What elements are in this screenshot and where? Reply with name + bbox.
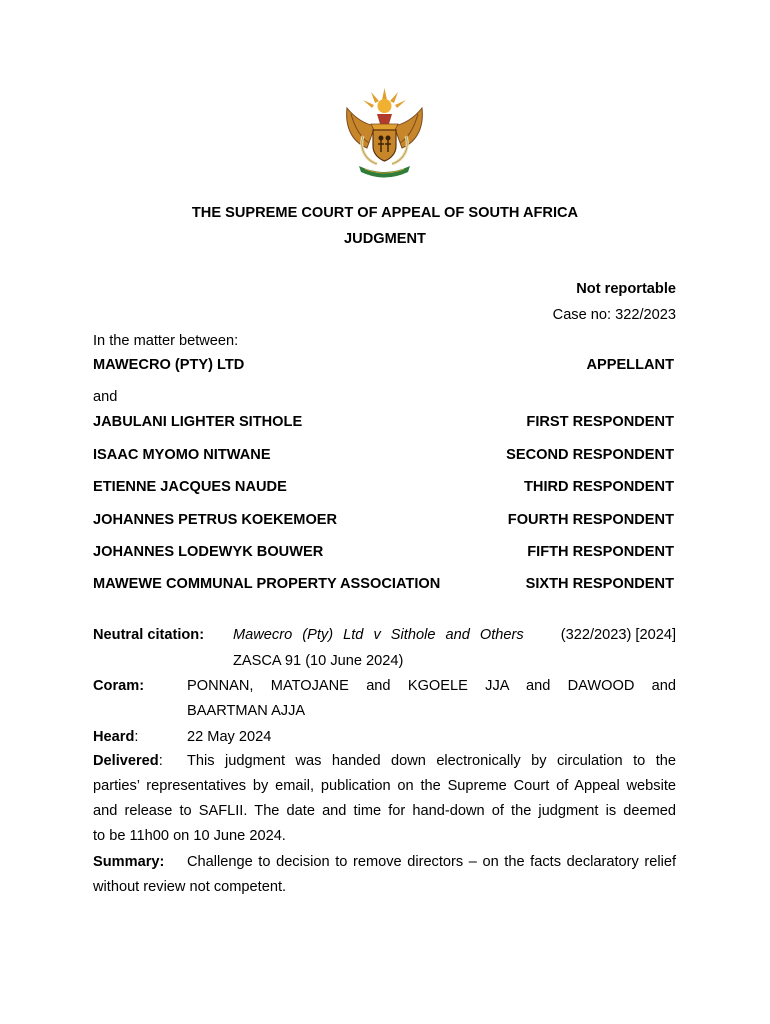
respondent-name: JOHANNES PETRUS KOEKEMOER (93, 512, 338, 528)
respondent-name: MAWEWE COMMUNAL PROPERTY ASSOCIATION (93, 576, 441, 592)
respondent-name: ISAAC MYOMO NITWANE (93, 447, 271, 463)
respondent-role: THIRD RESPONDENT (524, 479, 674, 495)
delivered-text-1: This judgment was handed down electronically by circulation to the (187, 753, 676, 769)
respondent-name: JABULANI LIGHTER SITHOLE (93, 414, 303, 430)
neutral-citation-label: Neutral citation: (93, 627, 205, 643)
neutral-citation-line1 (233, 627, 676, 643)
respondent-role: SECOND RESPONDENT (506, 447, 674, 463)
respondent-name: JOHANNES LODEWYK BOUWER (93, 544, 324, 560)
motto-ribbon (359, 166, 410, 178)
respondent-role: FOURTH RESPONDENT (507, 512, 674, 528)
delivered-text-2: parties’ representatives by email, publication on the Supreme Court of Appeal website (93, 778, 676, 794)
document-type: JUDGMENT (344, 231, 426, 247)
coat-of-arms-logo (341, 86, 428, 178)
respondent-name: ETIENNE JACQUES NAUDE (93, 479, 287, 495)
matter-intro: In the matter between: (93, 333, 239, 349)
respondent-role: FIFTH RESPONDENT (527, 544, 674, 560)
appellant-role: APPELLANT (586, 357, 674, 373)
summary-label: Summary: (93, 854, 165, 870)
summary-text-2: without review not competent. (93, 879, 287, 895)
heard-label-text: Heard (93, 729, 135, 745)
summary-text-1: Challenge to decision to remove directors – on the facts declaratory relief (187, 854, 676, 870)
case-name: Mawecro (Pty) Ltd v Sithole and Others (233, 627, 524, 643)
respondent-role: FIRST RESPONDENT (526, 414, 674, 430)
case-number: Case no: 322/2023 (552, 307, 676, 323)
and-text: and (93, 389, 118, 405)
delivered-colon: : (158, 753, 163, 769)
delivered-line1 (93, 753, 676, 769)
citation-ref: (322/2023) [2024] (560, 627, 676, 643)
court-title: THE SUPREME COURT OF APPEAL OF SOUTH AFRICA (191, 205, 579, 221)
shield (373, 130, 396, 161)
neutral-citation-line2: ZASCA 91 (10 June 2024) (233, 653, 404, 669)
appellant-name: MAWECRO (PTY) LTD (93, 357, 245, 373)
delivered-text-3: and release to SAFLII. The date and time for hand-down of the judgment is deemed (93, 803, 676, 819)
heard-date: 22 May 2024 (187, 729, 272, 745)
coram-line2: BAARTMAN AJJA (187, 703, 306, 719)
delivered-label (93, 753, 163, 769)
heard-colon: : (134, 729, 139, 745)
respondent-role: SIXTH RESPONDENT (525, 576, 674, 592)
reportable-status: Not reportable (576, 281, 676, 297)
coram-label: Coram: (93, 678, 145, 694)
delivered-label-text: Delivered (93, 753, 159, 769)
delivered-text-4: to be 11h00 on 10 June 2024. (93, 828, 286, 844)
heard-label (93, 729, 138, 745)
coram-line1: PONNAN, MATOJANE and KGOELE JJA and DAWOOD and (187, 678, 676, 694)
